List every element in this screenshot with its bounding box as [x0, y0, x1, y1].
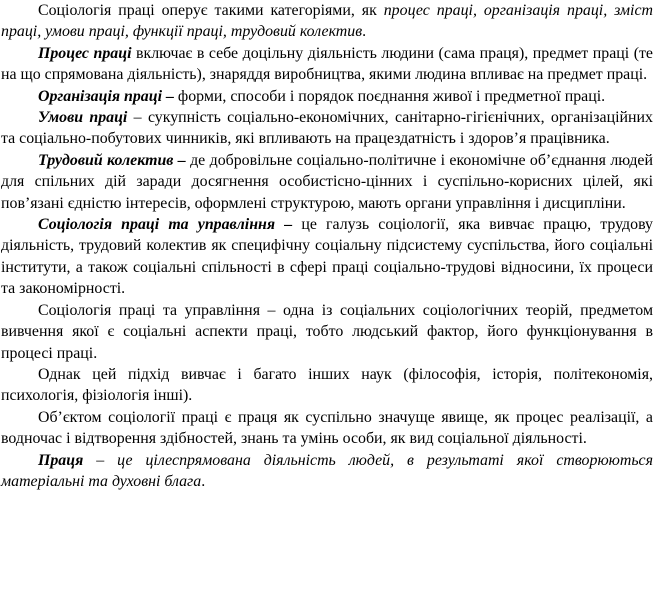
paragraph-labor-collective	[1, 150, 653, 214]
body-text: Соціологія праці та управління – одна із соціальних соціологічних теорій, предметом вивчення якої є соціальні аспекти праці, тобто людський фактор, його функціонування в процесі праці.	[1, 301, 653, 362]
paragraph-labor-definition	[1, 450, 653, 493]
term-heading: Соціологія праці та управління –	[38, 216, 293, 234]
paragraph-intro	[1, 0, 653, 43]
body-text: форми, способи і порядок поєднання живої і предметної праці.	[173, 87, 606, 105]
body-text: включає в себе доцільну діяльність людини (сама праця), предмет праці (те на що спрямована діяльність), знаряддя виробництва, якими людина впливає на предмет праці.	[1, 44, 653, 84]
paragraph-object	[1, 407, 653, 450]
term-heading: Умови праці	[38, 109, 128, 127]
italic-text: – це цілеспрямована діяльність людей, в результаті якої створюються матеріальні та духовні блага	[1, 451, 653, 490]
body-text: Об’єктом соціології праці є праця як суспільно значуще явище, як процес реалізації, а водночас і відтворення здібностей, знань та умінь особи, як вид соціальної діяльності.	[1, 408, 653, 448]
body-text: це галузь соціології, яка вивчає працю, трудову діяльність, трудовий колектив як специфічну соціальну підсистему суспільства, його соціальні інститути, а також соціальні спільності в сфері праці соціально-трудові відносини, їх процеси та закономірності.	[1, 216, 653, 298]
paragraph-sociology-definition	[1, 214, 653, 300]
paragraph-sociology-branch	[1, 300, 653, 364]
body-text: .	[362, 23, 367, 41]
italic-text: процес праці, організація праці, зміст праці, умови праці, функції праці, трудовий колектив	[1, 2, 653, 41]
term-heading: Трудовий колектив –	[38, 151, 186, 169]
body-text: .	[201, 472, 206, 490]
paragraph-labor-conditions	[1, 107, 653, 150]
body-text: Соціологія праці оперує такими категоріями, як	[38, 2, 384, 19]
paragraph-other-sciences	[1, 364, 653, 407]
paragraph-labor-organization	[1, 86, 653, 107]
term-heading: Процес праці	[38, 44, 132, 62]
term-heading: Праця	[38, 451, 84, 469]
body-text: – сукупність соціально-економічних, санітарно-гігієнічних, організаційних та соціально-побутових чинників, які впливають на працездатність і здоров’я працівника.	[1, 109, 653, 148]
term-heading: Організація праці –	[38, 87, 174, 105]
body-text: Однак цей підхід вивчає і багато інших наук (філософія, історія, політекономія, психологія, фізіологія інші).	[1, 365, 653, 405]
paragraph-labor-process	[1, 43, 653, 86]
body-text: де добровільне соціально-політичне і економічне об’єднання людей для спільних дій заради досягнення особистісно-цінних і суспільно-корисних цілей, які пов’язані єдністю інтересів, оформлені структурою, мають органи управління і дисципліни.	[1, 151, 653, 212]
